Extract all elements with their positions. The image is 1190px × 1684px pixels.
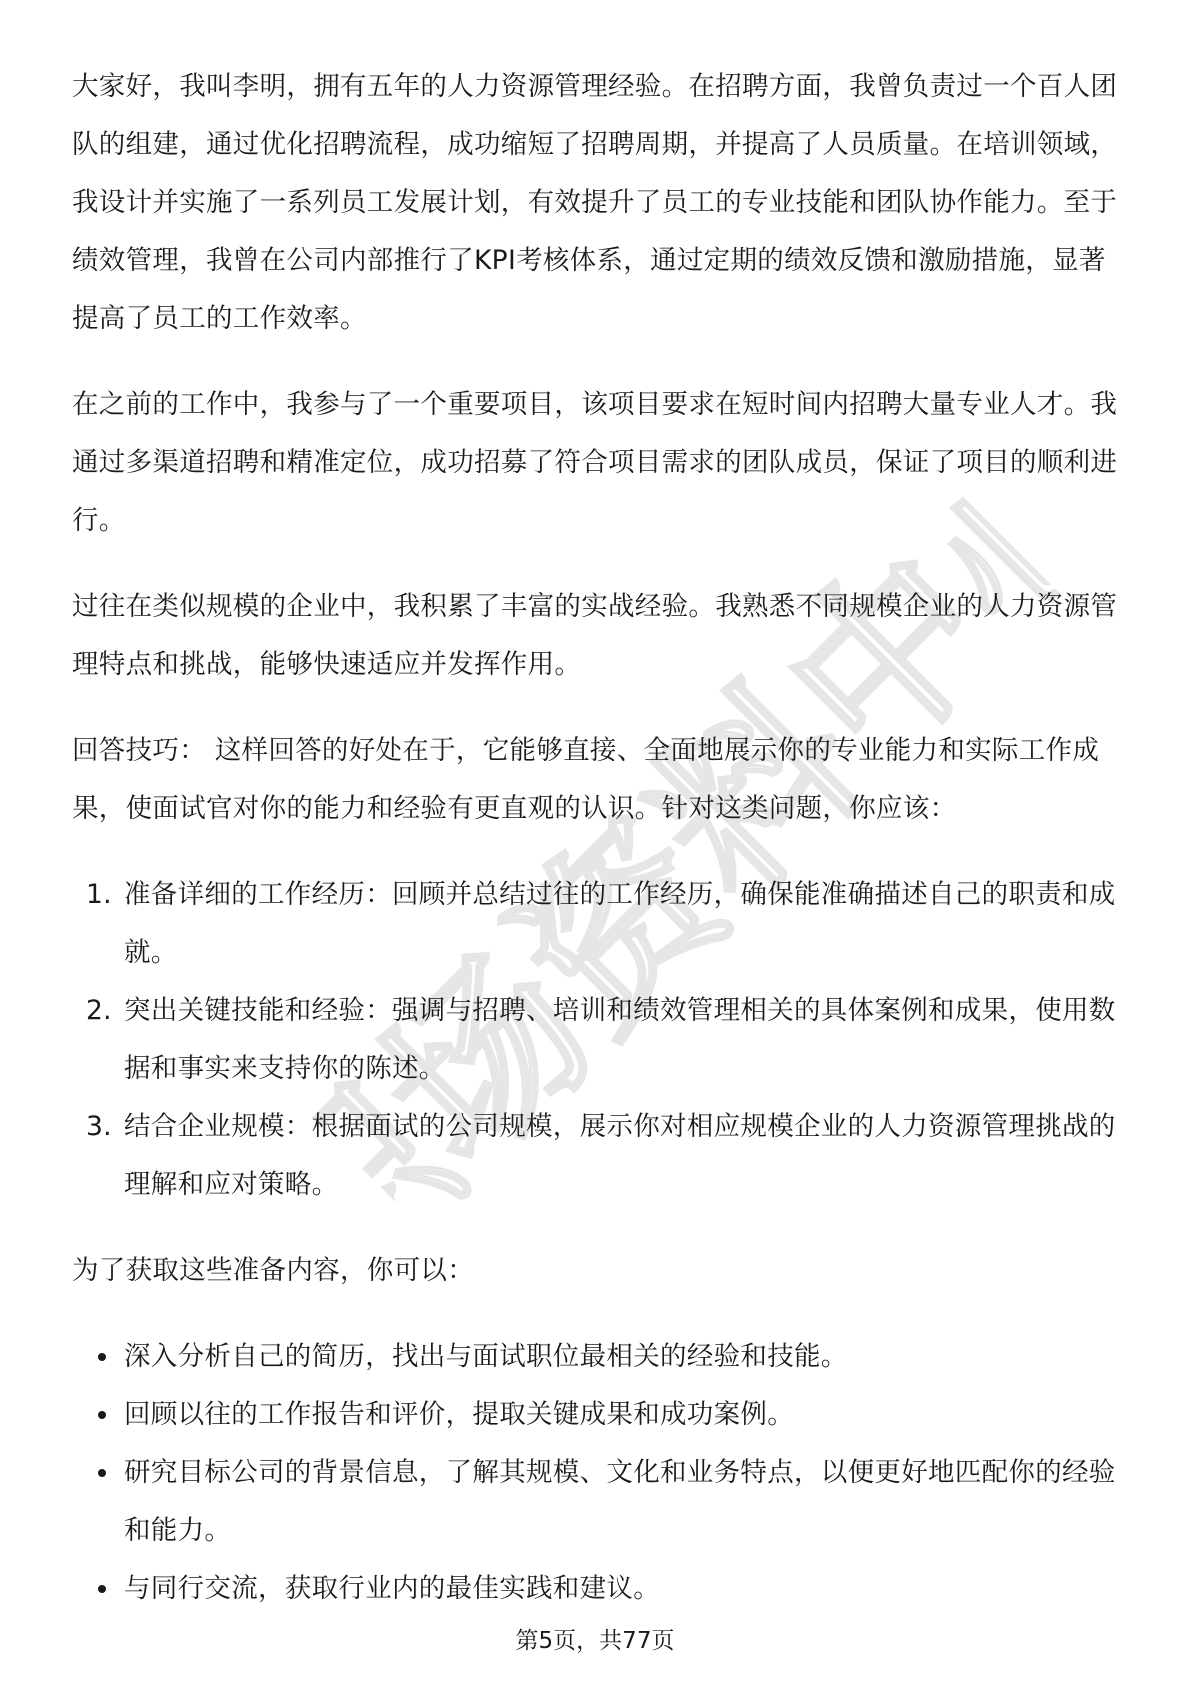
- ordered-list: [72, 866, 1122, 1214]
- list-item-text: 深入分析自己的简历，找出与面试职位最相关的经验和技能。: [124, 1341, 848, 1372]
- bullet-list-item: [72, 1560, 1122, 1618]
- list-item-text: 与同行交流，获取行业内的最佳实践和建议。: [124, 1573, 660, 1604]
- list-number: 3.: [86, 1111, 112, 1142]
- bullet-icon: [98, 1353, 106, 1361]
- paragraph-project: 在之前的工作中，我参与了一个重要项目，该项目要求在短时间内招聘大量专业人才。我通过多渠道招聘和精准定位，成功招募了符合项目需求的团队成员，保证了项目的顺利进行。: [72, 389, 1118, 536]
- page-footer: [0, 1622, 1190, 1655]
- ordered-list-item: [72, 982, 1122, 1098]
- bullet-list: [72, 1328, 1122, 1618]
- bullet-list-item: [72, 1386, 1122, 1444]
- page-indicator: 第5页，共77页: [515, 1628, 675, 1654]
- paragraph-experience: 过往在类似规模的企业中，我积累了丰富的实战经验。我熟悉不同规模企业的人力资源管理特点和挑战，能够快速适应并发挥作用。: [72, 591, 1118, 680]
- paragraph-preparation: 为了获取这些准备内容，你可以：: [72, 1255, 474, 1286]
- list-item-text: 结合企业规模：根据面试的公司规模，展示你对相应规模企业的人力资源管理挑战的理解和应对策略。: [124, 1111, 1116, 1200]
- document-body: [72, 58, 1122, 1646]
- list-number: 2.: [86, 995, 112, 1026]
- list-item-text: 研究目标公司的背景信息，了解其规模、文化和业务特点，以便更好地匹配你的经验和能力。: [124, 1457, 1116, 1546]
- ordered-list-item: [72, 1098, 1122, 1214]
- watermark-text: 职场资料中心: [275, 445, 1125, 1295]
- list-item-text: 准备详细的工作经历：回顾并总结过往的工作经历，确保能准确描述自己的职责和成就。: [124, 879, 1116, 968]
- paragraph-answer-tips: 回答技巧： 这样回答的好处在于，它能够直接、全面地展示你的专业能力和实际工作成果，使面试官对你的能力和经验有更直观的认识。针对这类问题，你应该：: [72, 735, 1100, 824]
- bullet-icon: [98, 1411, 106, 1419]
- list-number: 1.: [86, 879, 112, 910]
- bullet-icon: [98, 1585, 106, 1593]
- bullet-icon: [98, 1469, 106, 1477]
- paragraph-intro: 大家好，我叫李明，拥有五年的人力资源管理经验。在招聘方面，我曾负责过一个百人团队的组建，通过优化招聘流程，成功缩短了招聘周期，并提高了人员质量。在培训领域，我设计并实施了一系列员工发展计划，有效提升了员工的专业技能和团队协作能力。至于绩效管理，我曾在公司内部推行了KPI考核体系，通过定期的绩效反馈和激励措施，显著提高了员工的工作效率。: [72, 71, 1118, 334]
- ordered-list-item: [72, 866, 1122, 982]
- list-item-text: 突出关键技能和经验：强调与招聘、培训和绩效管理相关的具体案例和成果，使用数据和事实来支持你的陈述。: [124, 995, 1116, 1084]
- bullet-list-item: [72, 1328, 1122, 1386]
- bullet-list-item: [72, 1444, 1122, 1560]
- list-item-text: 回顾以往的工作报告和评价，提取关键成果和成功案例。: [124, 1399, 794, 1430]
